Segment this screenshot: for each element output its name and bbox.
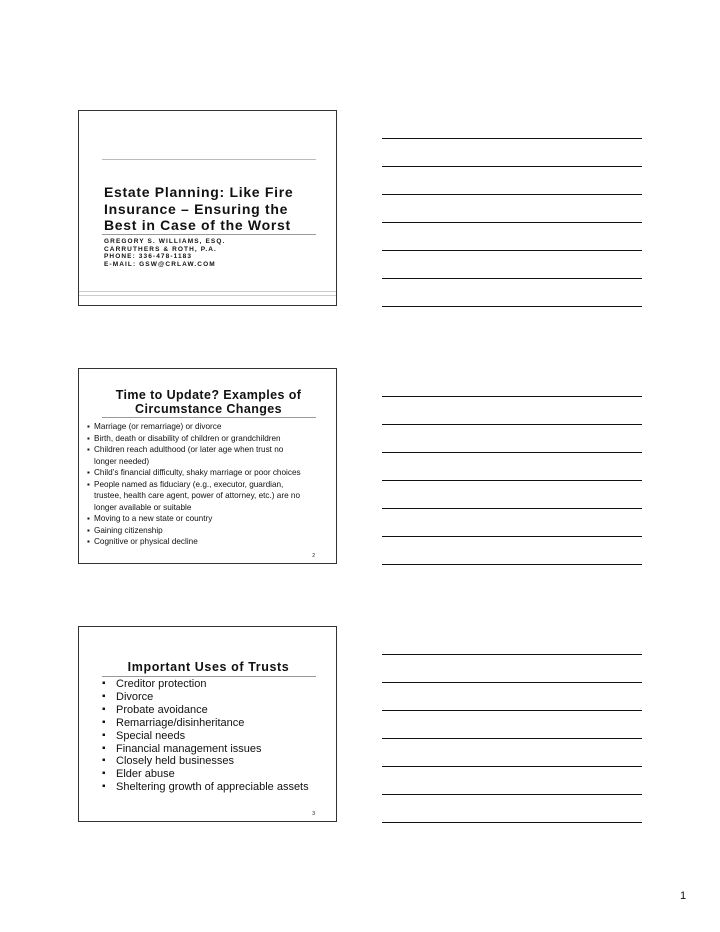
slide-2 (78, 368, 337, 564)
divider (102, 234, 316, 235)
note-line (382, 822, 642, 823)
list-item (87, 433, 337, 445)
divider (102, 417, 316, 418)
note-line (382, 766, 642, 767)
note-line (382, 138, 642, 139)
note-line (382, 278, 642, 279)
note-line (382, 396, 642, 397)
list-item: ▪ Probate avoidance (102, 704, 309, 717)
list-item (87, 513, 337, 525)
note-line (382, 536, 642, 537)
list-item-text: Birth, death or disability of children or grandchildren (94, 433, 281, 443)
divider (102, 159, 316, 160)
footer-line (79, 291, 336, 292)
note-line (382, 166, 642, 167)
note-line (382, 424, 642, 425)
author-name: GREGORY S. WILLIAMS, ESQ. (104, 238, 226, 245)
list-item (87, 536, 337, 548)
note-line (382, 682, 642, 683)
note-line (382, 250, 642, 251)
note-line (382, 738, 642, 739)
note-line (382, 480, 642, 481)
slide-3 (78, 626, 337, 822)
list-item: ▪ Sheltering growth of appreciable assets (102, 781, 309, 794)
list-item (87, 525, 337, 537)
note-line (382, 654, 642, 655)
list-item (87, 444, 337, 467)
note-line (382, 564, 642, 565)
heading-line: Time to Update? Examples of (115, 388, 302, 402)
list-item-text: Marriage (or remarriage) or divorce (94, 422, 222, 431)
note-line (382, 794, 642, 795)
slide-number: 3 (312, 811, 315, 817)
list-item-text: trustee, health care agent, power of attorney, etc.) are no (94, 491, 301, 500)
list-item-text: ▪ Children reach adulthood (or later age when trust no (94, 445, 284, 454)
note-line (382, 508, 642, 509)
list-item (87, 467, 337, 479)
list-item: ▪ Financial management issues (102, 743, 309, 756)
slide-1 (78, 110, 337, 306)
list-item: ▪ Remarriage/disinheritance (102, 717, 309, 730)
list-item-text: Gaining citizenship (94, 525, 163, 535)
bullet-list (87, 421, 337, 548)
list-item-text: Child’s financial difficulty, shaky marriage or poor choices (94, 468, 301, 477)
list-item-text: longer needed) (94, 456, 150, 466)
note-line (382, 306, 642, 307)
heading-line: Circumstance Changes (135, 402, 282, 416)
list-item-text: Cognitive or physical decline (94, 537, 198, 546)
list-item: ▪ Divorce (102, 691, 309, 704)
list-item: ▪ Elder abuse (102, 768, 309, 781)
list-item-text: Moving to a new state or country (94, 514, 213, 523)
note-line (382, 710, 642, 711)
title-line: Estate Planning: Like Fire (104, 184, 294, 200)
firm-name: CARRUTHERS & ROTH, P.A. (104, 245, 217, 253)
divider (102, 676, 316, 677)
list-item: ▪ Special needs (102, 730, 309, 743)
list-item-text: longer available or suitable (94, 502, 192, 512)
phone: PHONE: 336-478-1183 (104, 253, 193, 261)
list-item: ▪ Closely held businesses (102, 755, 309, 768)
slide-heading: Important Uses of Trusts (127, 660, 290, 674)
note-line (382, 452, 642, 453)
note-line (382, 194, 642, 195)
slide-heading (79, 388, 338, 416)
email: E-MAIL: GSW@CRLAW.COM (104, 260, 216, 268)
title-line: Best in Case of the Worst (104, 217, 291, 233)
title-line: Insurance – Ensuring the (104, 200, 289, 217)
note-line (382, 222, 642, 223)
footer-line (79, 295, 336, 296)
list-item (87, 479, 337, 514)
contact-info (104, 238, 225, 268)
list-item: ▪ Creditor protection (102, 678, 309, 691)
slide-number: 2 (312, 553, 315, 559)
slide-title (104, 184, 324, 234)
bullet-list (102, 678, 309, 794)
list-item-text: ▪ People named as fiduciary (e.g., executor, guardian, (94, 479, 284, 489)
page-number: 1 (680, 890, 687, 902)
list-item (87, 421, 337, 433)
